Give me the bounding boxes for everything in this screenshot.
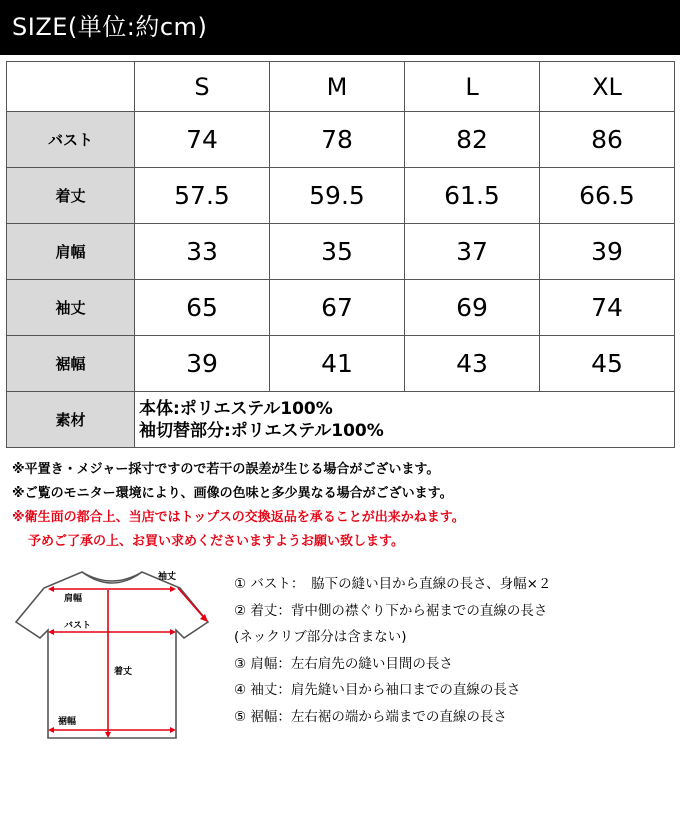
legend-bust: ① バスト： 脇下の縫い目から直線の長さ、身幅×２ — [234, 576, 552, 592]
table-cell: 61.5 — [405, 168, 540, 224]
table-row-sleeve — [7, 280, 675, 336]
table-row-hem — [7, 336, 675, 392]
table-cell: 78 — [270, 112, 405, 168]
table-cell: 39 — [540, 224, 675, 280]
table-cell: 86 — [540, 112, 675, 168]
note-acknowledge: 予めご了承の上、お買い求めくださいますようお願い致します。 — [28, 534, 404, 549]
table-cell: 67 — [270, 280, 405, 336]
table-cell: 37 — [405, 224, 540, 280]
table-cell: 33 — [135, 224, 270, 280]
note-no-returns: ※衛生面の都合上、当店ではトップスの交換返品を承ることが出来かねます。 — [12, 510, 465, 525]
table-row-shoulder — [7, 224, 675, 280]
table-cell: 82 — [405, 112, 540, 168]
table-cell: 39 — [135, 336, 270, 392]
diagram-label-sleeve: 袖丈 — [158, 572, 177, 582]
size-header-xl: XL — [540, 62, 675, 112]
size-chart-title: SIZE(単位:約cm) — [0, 0, 680, 55]
table-row-bust — [7, 112, 675, 168]
table-cell: 43 — [405, 336, 540, 392]
corner-cell — [7, 62, 135, 112]
table-cell: 41 — [270, 336, 405, 392]
size-header-s: S — [135, 62, 270, 112]
table-cell: 59.5 — [270, 168, 405, 224]
legend-shoulder: ③ 肩幅：左右肩先の縫い目間の長さ — [234, 655, 453, 672]
diagram-label-shoulder: 肩幅 — [64, 594, 83, 604]
table-cell: 69 — [405, 280, 540, 336]
table-cell: 35 — [270, 224, 405, 280]
material-line-sleeve: 袖切替部分:ポリエステル100% — [139, 420, 384, 441]
row-label-shoulder: 肩幅 — [7, 224, 135, 280]
table-cell: 65 — [135, 280, 270, 336]
tshirt-illustration — [12, 560, 222, 750]
legend-length-note: (ネックリブ部分は含まない) — [234, 629, 407, 645]
table-cell: 74 — [135, 112, 270, 168]
diagram-label-hem: 裾幅 — [58, 717, 77, 727]
table-cell: 74 — [540, 280, 675, 336]
table-cell: 57.5 — [135, 168, 270, 224]
row-label-hem: 裾幅 — [7, 336, 135, 392]
row-label-sleeve: 袖丈 — [7, 280, 135, 336]
legend-sleeve: ④ 袖丈：肩先縫い目から袖口までの直線の長さ — [234, 682, 521, 698]
tshirt-diagram — [12, 560, 222, 750]
size-header-m: M — [270, 62, 405, 112]
table-row-length — [7, 168, 675, 224]
table-cell: 45 — [540, 336, 675, 392]
legend-length: ② 着丈：背中側の襟ぐり下から裾までの直線の長さ — [234, 602, 548, 619]
row-label-material: 素材 — [7, 392, 135, 448]
diagram-label-length: 着丈 — [114, 667, 133, 677]
material-cell — [135, 392, 675, 448]
tshirt-outline — [16, 572, 208, 738]
note-measurement: ※平置き・メジャー採寸ですので若干の誤差が生じる場合がございます。 — [12, 462, 440, 477]
size-table — [6, 61, 675, 448]
measurement-legend — [234, 571, 674, 730]
table-cell: 66.5 — [540, 168, 675, 224]
size-header-row — [7, 62, 675, 112]
legend-hem: ⑤ 裾幅：左右裾の端から端までの直線の長さ — [234, 708, 507, 725]
size-header-l: L — [405, 62, 540, 112]
row-label-length: 着丈 — [7, 168, 135, 224]
notes — [12, 458, 672, 554]
material-line-body: 本体:ポリエステル100% — [139, 398, 333, 419]
row-label-bust: バスト — [7, 112, 135, 168]
note-monitor: ※ご覧のモニター環境により、画像の色味と多少異なる場合がございます。 — [12, 486, 453, 501]
table-row-material — [7, 392, 675, 448]
diagram-label-bust: バスト — [64, 621, 92, 631]
